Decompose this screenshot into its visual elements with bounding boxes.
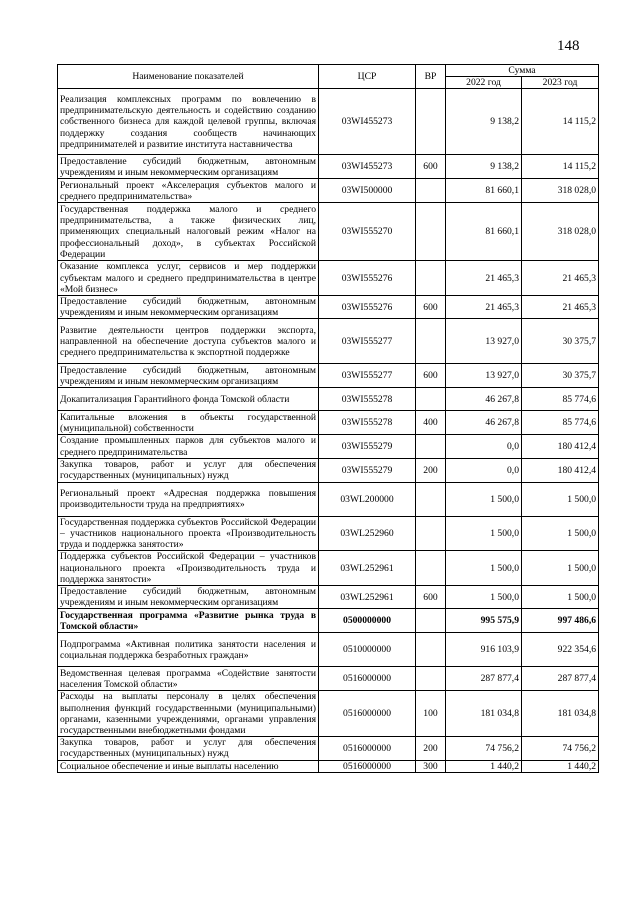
row-vr — [416, 551, 446, 586]
budget-table — [57, 64, 599, 773]
row-amount-2022: 9 138,2 — [446, 89, 522, 155]
row-vr — [416, 261, 446, 296]
row-csr: 0516000000 — [319, 691, 416, 737]
row-csr: 0510000000 — [319, 633, 416, 667]
row-amount-2023: 181 034,8 — [522, 691, 599, 737]
row-csr: 03WI555270 — [319, 203, 416, 261]
row-csr: 03WI455273 — [319, 89, 416, 155]
row-vr — [416, 89, 446, 155]
row-amount-2023: 21 465,3 — [522, 261, 599, 296]
header-sum: Сумма — [446, 65, 599, 77]
row-csr: 03WI500000 — [319, 179, 416, 203]
row-vr: 200 — [416, 737, 446, 760]
row-vr — [416, 435, 446, 458]
row-vr: 100 — [416, 691, 446, 737]
row-amount-2022: 21 465,3 — [446, 261, 522, 296]
row-amount-2023: 14 115,2 — [522, 89, 599, 155]
row-csr: 03WI555277 — [319, 364, 416, 388]
row-amount-2022: 46 267,8 — [446, 388, 522, 411]
row-vr — [416, 667, 446, 691]
row-amount-2022: 0,0 — [446, 435, 522, 458]
row-amount-2022: 81 660,1 — [446, 179, 522, 203]
row-amount-2022: 46 267,8 — [446, 411, 522, 435]
table-row — [58, 458, 599, 482]
row-name: Предоставление субсидий бюджетным, автономным учреждениям и иным некоммерческим организациям — [58, 155, 319, 179]
table-row — [58, 551, 599, 586]
row-amount-2023: 74 756,2 — [522, 737, 599, 760]
row-vr — [416, 319, 446, 364]
row-amount-2023: 85 774,6 — [522, 388, 599, 411]
row-name: Расходы на выплаты персоналу в целях обеспечения выполнения функций государственными (муниципальными) органами, казенными учреждениями, органами управления государственными внебюджетными фондами — [58, 691, 319, 737]
row-csr: 03WI455273 — [319, 155, 416, 179]
row-csr: 03WL200000 — [319, 482, 416, 516]
row-amount-2022: 0,0 — [446, 458, 522, 482]
row-amount-2022: 13 927,0 — [446, 364, 522, 388]
row-amount-2023: 1 500,0 — [522, 516, 599, 551]
row-vr — [416, 633, 446, 667]
row-csr: 03WL252960 — [319, 516, 416, 551]
row-amount-2022: 916 103,9 — [446, 633, 522, 667]
row-amount-2023: 318 028,0 — [522, 179, 599, 203]
row-name: Ведомственная целевая программа «Содействие занятости населения Томской области» — [58, 667, 319, 691]
row-name: Создание промышленных парков для субъектов малого и среднего предпринимательства — [58, 435, 319, 458]
table-row — [58, 760, 599, 772]
table-row — [58, 319, 599, 364]
row-amount-2023: 1 500,0 — [522, 586, 599, 609]
row-csr: 0516000000 — [319, 760, 416, 772]
row-amount-2023: 1 500,0 — [522, 482, 599, 516]
row-amount-2022: 287 877,4 — [446, 667, 522, 691]
row-amount-2022: 74 756,2 — [446, 737, 522, 760]
row-csr: 0516000000 — [319, 737, 416, 760]
row-name: Подпрограмма «Активная политика занятости населения и социальная поддержка безработных граждан» — [58, 633, 319, 667]
row-csr: 03WI555278 — [319, 411, 416, 435]
table-row — [58, 155, 599, 179]
row-name: Поддержка субъектов Российской Федерации – участников национального проекта «Производительность труда и поддержка занятости» — [58, 551, 319, 586]
header-2022: 2022 год — [446, 77, 522, 89]
row-csr: 0516000000 — [319, 667, 416, 691]
row-vr: 600 — [416, 296, 446, 319]
row-name: Предоставление субсидий бюджетным, автономным учреждениям и иным некоммерческим организациям — [58, 364, 319, 388]
row-csr: 0500000000 — [319, 609, 416, 633]
row-vr: 600 — [416, 364, 446, 388]
row-amount-2023: 21 465,3 — [522, 296, 599, 319]
table-row — [58, 516, 599, 551]
table-row — [58, 633, 599, 667]
row-name: Предоставление субсидий бюджетным, автономным учреждениям и иным некоммерческим организациям — [58, 296, 319, 319]
row-amount-2022: 1 500,0 — [446, 482, 522, 516]
row-csr: 03WI555276 — [319, 261, 416, 296]
table-row — [58, 364, 599, 388]
row-name: Реализация комплексных программ по вовлечению в предпринимательскую деятельность и содействию созданию собственного бизнеса для каждой целевой группы, включая поддержку создания сообществ начинающих предпринимателей и развитие института наставничества — [58, 89, 319, 155]
row-amount-2022: 995 575,9 — [446, 609, 522, 633]
row-amount-2023: 1 440,2 — [522, 760, 599, 772]
row-amount-2022: 21 465,3 — [446, 296, 522, 319]
row-name: Развитие деятельности центров поддержки экспорта, направленной на обеспечение доступа субъектов малого и среднего предпринимательства к экспортной поддержке — [58, 319, 319, 364]
table-row — [58, 435, 599, 458]
table-row — [58, 586, 599, 609]
row-vr — [416, 516, 446, 551]
row-name: Закупка товаров, работ и услуг для обеспечения государственных (муниципальных) нужд — [58, 737, 319, 760]
table-row — [58, 179, 599, 203]
row-name: Региональный проект «Адресная поддержка повышения производительности труда на предприятиях» — [58, 482, 319, 516]
table-row — [58, 261, 599, 296]
row-csr: 03WI555277 — [319, 319, 416, 364]
header-vr: ВР — [416, 65, 446, 89]
row-amount-2023: 180 412,4 — [522, 435, 599, 458]
row-name: Предоставление субсидий бюджетным, автономным учреждениям и иным некоммерческим организациям — [58, 586, 319, 609]
row-amount-2023: 997 486,6 — [522, 609, 599, 633]
row-name: Государственная поддержка субъектов Российской Федерации – участников национального проекта «Производительность труда и поддержка занятости» — [58, 516, 319, 551]
table-row — [58, 296, 599, 319]
row-amount-2023: 318 028,0 — [522, 203, 599, 261]
row-amount-2022: 1 500,0 — [446, 516, 522, 551]
row-amount-2023: 14 115,2 — [522, 155, 599, 179]
row-vr — [416, 203, 446, 261]
row-name: Докапитализация Гарантийного фонда Томской области — [58, 388, 319, 411]
row-vr: 400 — [416, 411, 446, 435]
row-csr: 03WI555279 — [319, 458, 416, 482]
table-row — [58, 89, 599, 155]
row-amount-2023: 1 500,0 — [522, 551, 599, 586]
page-number: 148 — [557, 38, 580, 54]
table-row — [58, 482, 599, 516]
row-name: Государственная поддержка малого и среднего предпринимательства, а также физических лиц, применяющих специальный налоговый режим «Налог на профессиональный доход», в субъектах Российской Федерации — [58, 203, 319, 261]
row-vr — [416, 388, 446, 411]
row-amount-2023: 180 412,4 — [522, 458, 599, 482]
row-amount-2022: 1 440,2 — [446, 760, 522, 772]
row-vr: 300 — [416, 760, 446, 772]
table-row — [58, 737, 599, 760]
table-row — [58, 388, 599, 411]
row-amount-2022: 81 660,1 — [446, 203, 522, 261]
row-amount-2022: 1 500,0 — [446, 551, 522, 586]
row-csr: 03WI555279 — [319, 435, 416, 458]
row-amount-2023: 922 354,6 — [522, 633, 599, 667]
row-amount-2023: 30 375,7 — [522, 319, 599, 364]
row-name: Оказание комплекса услуг, сервисов и мер поддержки субъектам малого и среднего предпринимательства в центре «Мой бизнес» — [58, 261, 319, 296]
row-name: Капитальные вложения в объекты государственной (муниципальной) собственности — [58, 411, 319, 435]
table-row — [58, 609, 599, 633]
row-csr: 03WL252961 — [319, 586, 416, 609]
header-csr: ЦСР — [319, 65, 416, 89]
row-csr: 03WI555276 — [319, 296, 416, 319]
row-amount-2023: 287 877,4 — [522, 667, 599, 691]
table-row — [58, 691, 599, 737]
row-amount-2022: 9 138,2 — [446, 155, 522, 179]
table-body — [58, 89, 599, 772]
row-vr — [416, 179, 446, 203]
row-vr: 200 — [416, 458, 446, 482]
row-vr: 600 — [416, 155, 446, 179]
row-vr — [416, 609, 446, 633]
row-vr: 600 — [416, 586, 446, 609]
row-name: Государственная программа «Развитие рынка труда в Томской области» — [58, 609, 319, 633]
table-row — [58, 667, 599, 691]
row-csr: 03WI555278 — [319, 388, 416, 411]
row-name: Региональный проект «Акселерация субъектов малого и среднего предпринимательства» — [58, 179, 319, 203]
header-name: Наименование показателей — [58, 65, 319, 89]
row-name: Социальное обеспечение и иные выплаты населению — [58, 760, 319, 772]
row-amount-2023: 85 774,6 — [522, 411, 599, 435]
row-name: Закупка товаров, работ и услуг для обеспечения государственных (муниципальных) нужд — [58, 458, 319, 482]
header-row — [58, 65, 599, 77]
header-2023: 2023 год — [522, 77, 599, 89]
row-vr — [416, 482, 446, 516]
row-amount-2022: 181 034,8 — [446, 691, 522, 737]
row-csr: 03WL252961 — [319, 551, 416, 586]
table-row — [58, 203, 599, 261]
row-amount-2023: 30 375,7 — [522, 364, 599, 388]
table-row — [58, 411, 599, 435]
row-amount-2022: 13 927,0 — [446, 319, 522, 364]
row-amount-2022: 1 500,0 — [446, 586, 522, 609]
